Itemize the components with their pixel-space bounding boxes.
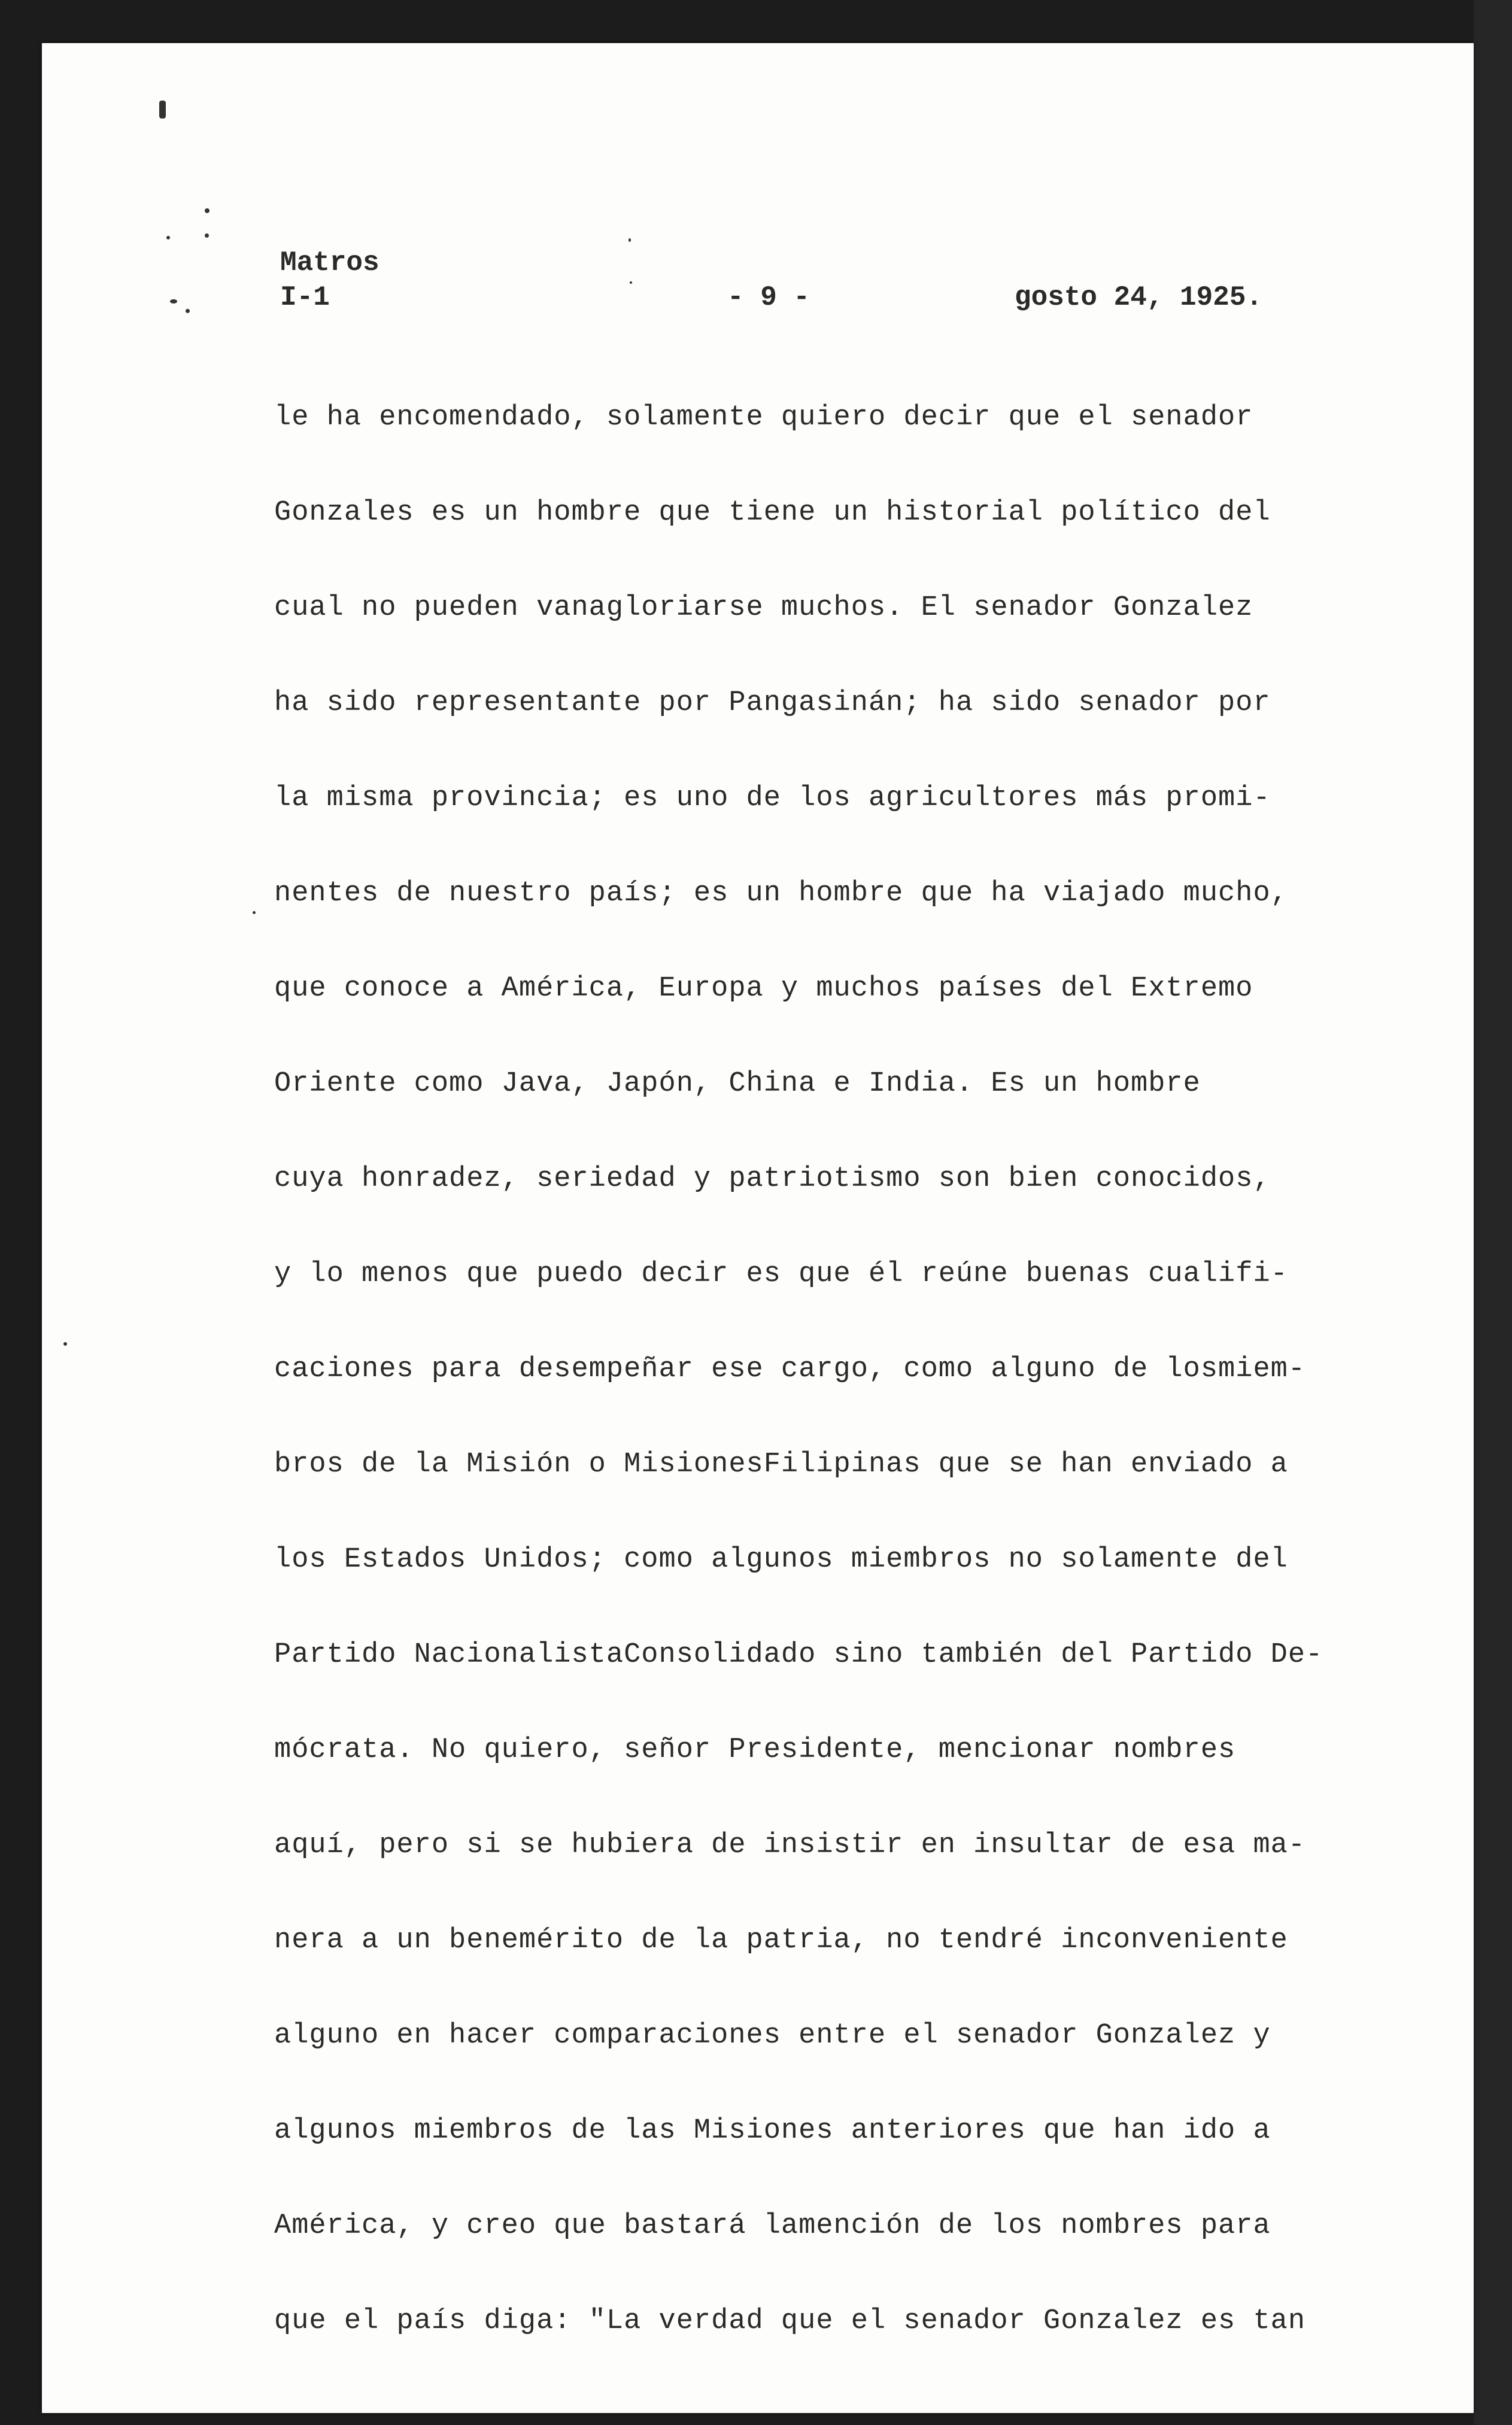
text-line: aquí, pero si se hubiera de insistir en insultar de esa ma-: [274, 1829, 1306, 1861]
text-line: Gonzales es un hombre que tiene un historial político del: [274, 497, 1271, 529]
header-author: Matros: [280, 247, 379, 278]
margin-mark: [186, 309, 190, 313]
header-left: [280, 245, 379, 315]
page-header: [236, 243, 1344, 315]
text-line: algunos miembros de las Misiones anteriores que han ido a: [274, 2115, 1271, 2147]
text-line: nentes de nuestro país; es un hombre que ha viajado mucho,: [274, 878, 1288, 909]
text-line: Oriente como Java, Japón, China e India. Es un hombre: [274, 1068, 1201, 1100]
margin-mark: [166, 236, 170, 239]
header-date: gosto 24, 1925.: [1015, 282, 1263, 313]
scan-edge: [1474, 0, 1512, 2425]
text-line: Partido NacionalistaConsolidado sino también del Partido De-: [274, 1639, 1323, 1671]
text-line: los Estados Unidos; como algunos miembros no solamente del: [274, 1544, 1288, 1576]
text-line: alguno en hacer comparaciones entre el senador Gonzalez y: [274, 2020, 1271, 2051]
text-line: mócrata. No quiero, señor Presidente, mencionar nombres: [274, 1734, 1236, 1766]
margin-mark: [205, 233, 209, 238]
text-line: que el país diga: "La verdad que el senador Gonzalez es tan: [274, 2305, 1306, 2337]
text-line: América, y creo que bastará lamención de los nombres para: [274, 2210, 1271, 2242]
text-line: le ha encomendado, solamente quiero decir que el senador: [274, 402, 1253, 433]
text-line: y lo menos que puedo decir es que él reúne buenas cualifi-: [274, 1258, 1288, 1290]
text-line: cual no pueden vanagloriarse muchos. El senador Gonzalez: [274, 592, 1253, 624]
text-line: nera a un benemérito de la patria, no tendré inconveniente: [274, 1925, 1288, 1956]
margin-mark: [63, 1342, 67, 1346]
margin-mark: [205, 208, 210, 213]
text-line: la misma provincia; es uno de los agricultores más promi-: [274, 782, 1271, 814]
text-line: caciones para desempeñar ese cargo, como alguno de losmiem-: [274, 1353, 1306, 1385]
text-line: que conoce a América, Europa y muchos países del Extremo: [274, 973, 1253, 1004]
page-number: - 9 -: [727, 282, 810, 313]
text-line: cuya honradez, seriedad y patriotismo son bien conocidos,: [274, 1163, 1271, 1195]
header-section: I-1: [280, 282, 330, 313]
text-line: bros de la Misión o MisionesFilipinas que se han enviado a: [274, 1449, 1288, 1480]
margin-mark: [629, 238, 631, 242]
text-line: ha sido representante por Pangasinán; ha sido senador por: [274, 687, 1271, 719]
document-body: [274, 400, 1352, 2399]
margin-mark: [253, 911, 256, 914]
margin-mark: [159, 101, 166, 119]
margin-mark: [170, 299, 177, 303]
